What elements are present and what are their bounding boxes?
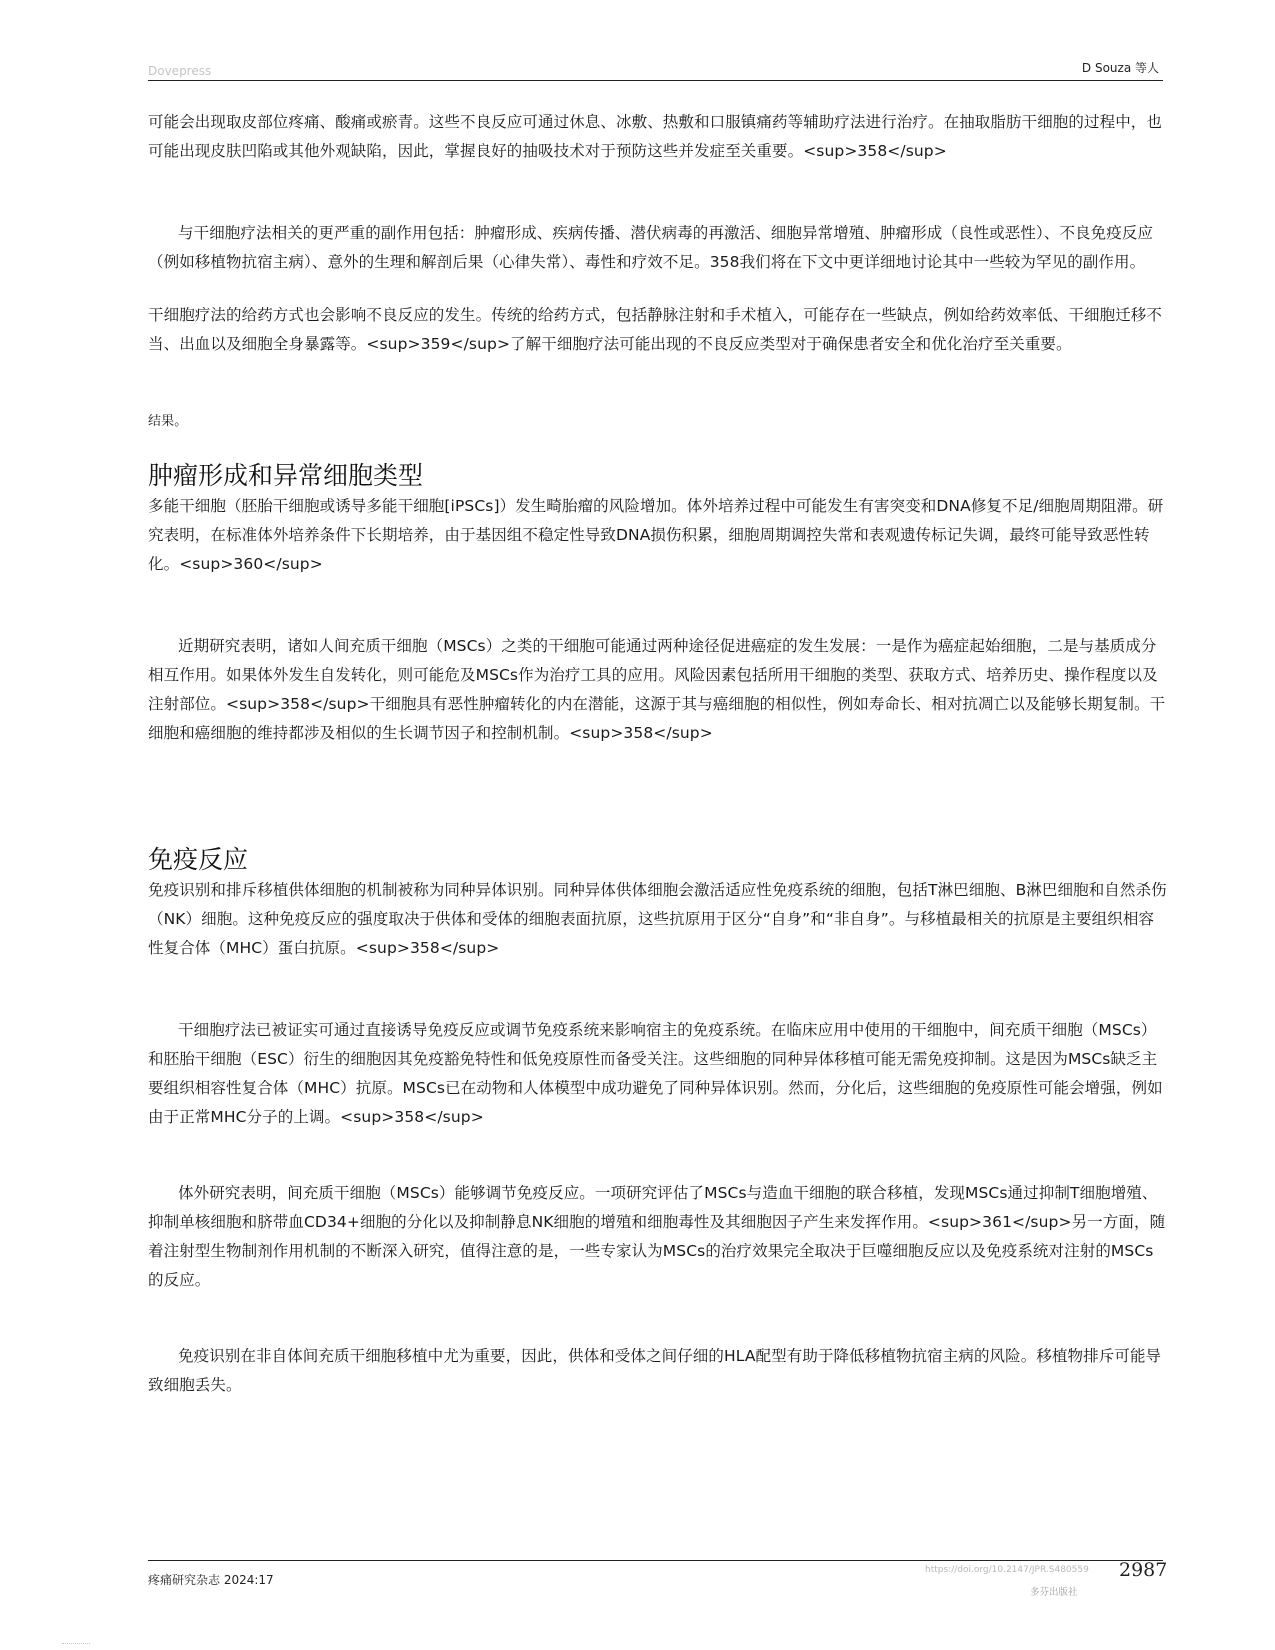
- footer-rule: [148, 1560, 1163, 1561]
- header-authors: D Souza 等人: [1081, 61, 1159, 75]
- article-body: [148, 108, 1168, 1400]
- paragraph-serious-side-effects: 与干细胞疗法相关的更严重的副作用包括：肿瘤形成、疾病传播、潜伏病毒的再激活、细胞异常增殖、肿瘤形成（良性或恶性）、不良免疫反应（例如移植物抗宿主病）、意外的生理和解剖后果（心律失常）、毒性和疗效不足。358我们将在下文中更详细地讨论其中一些较为罕见的副作用。: [148, 224, 1154, 271]
- section-heading-tumor: 肿瘤形成和异常细胞类型: [148, 461, 424, 490]
- paragraph-tumor-mscs: 近期研究表明，诸如人间充质干细胞（MSCs）之类的干细胞可能通过两种途径促进癌症的发生发展：一是作为癌症起始细胞，二是与基质成分相互作用。如果体外发生自发转化，则可能危及MSCs作为治疗工具的应用。风险因素包括所用干细胞的类型、获取方式、培养历史、操作程度以及注射部位。<sup>358</sup>干细胞具有恶性肿瘤转化的内在潜能，这源于其与癌细胞的相似性，例如寿命长、相对抗凋亡以及能够长期复制。干细胞和癌细胞的维持都涉及相似的生长调节因子和控制机制。<sup>358</sup>: [148, 637, 1166, 742]
- corner-mark: [62, 1643, 90, 1644]
- header-publisher: Dovepress: [148, 64, 212, 78]
- page-number: 2987: [1119, 1559, 1168, 1581]
- paragraph-immune-therapy: 干细胞疗法已被证实可通过直接诱导免疫反应或调节免疫系统来影响宿主的免疫系统。在临床应用中使用的干细胞中，间充质干细胞（MSCs）和胚胎干细胞（ESC）衍生的细胞因其免疫豁免特性和低免疫原性而备受关注。这些细胞的同种异体移植可能无需免疫抑制。这是因为MSCs缺乏主要组织相容性复合体（MHC）抗原。MSCs已在动物和人体模型中成功避免了同种异体识别。然而，分化后，这些细胞的免疫原性可能会增强，例如由于正常MHC分子的上调。<sup>358</sup>: [148, 1021, 1163, 1126]
- paragraph-results: 结果。: [148, 414, 188, 429]
- header-rule: [148, 80, 1163, 81]
- paragraph-delivery-methods: 干细胞疗法的给药方式也会影响不良反应的发生。传统的给药方式，包括静脉注射和手术植入，可能存在一些缺点，例如给药效率低、干细胞迁移不当、出血以及细胞全身暴露等。<sup>359</sup>了解干细胞疗法可能出现的不良反应类型对于确保患者安全和优化治疗至关重要。: [148, 306, 1163, 353]
- paragraph-immune-hla: 免疫识别在非自体间充质干细胞移植中尤为重要，因此，供体和受体之间仔细的HLA配型有助于降低移植物抗宿主病的风险。移植物排斥可能导致细胞丢失。: [148, 1347, 1162, 1394]
- paragraph-immune-in-vitro: 体外研究表明，间充质干细胞（MSCs）能够调节免疫反应。一项研究评估了MSCs与造血干细胞的联合移植，发现MSCs通过抑制T细胞增殖、抑制单核细胞和脐带血CD34+细胞的分化以及抑制静息NK细胞的增殖和细胞毒性及其细胞因子产生来发挥作用。<sup>361</sup>另一方面，随着注射型生物制剂作用机制的不断深入研究，值得注意的是，一些专家认为MSCs的治疗效果完全取决于巨噬细胞反应以及免疫系统对注射的MSCs的反应。: [148, 1184, 1166, 1289]
- paragraph-tumor-pluripotent: 多能干细胞（胚胎干细胞或诱导多能干细胞[iPSCs]）发生畸胎瘤的风险增加。体外培养过程中可能发生有害突变和DNA修复不足/细胞周期阻滞。研究表明，在标准体外培养条件下长期培养，由于基因组不稳定性导致DNA损伤积累，细胞周期调控失常和表观遗传标记失调，最终可能导致恶性转化。<sup>360</sup>: [148, 497, 1164, 573]
- footer-journal: 疼痛研究杂志 2024:17: [148, 1573, 274, 1587]
- section-heading-immune: 免疫反应: [148, 845, 249, 874]
- footer-doi-link[interactable]: https://doi.org/10.2147/JPR.S480559: [925, 1565, 1089, 1575]
- paragraph-adverse-local: 可能会出现取皮部位疼痛、酸痛或瘀青。这些不良反应可通过休息、冰敷、热敷和口服镇痛药等辅助疗法进行治疗。在抽取脂肪干细胞的过程中，也可能出现皮肤凹陷或其他外观缺陷，因此，掌握良好的抽吸技术对于预防这些并发症至关重要。<sup>358</sup>: [148, 113, 1163, 160]
- footer-publisher: 多芬出版社: [1030, 1587, 1078, 1598]
- paragraph-immune-allorecognition: 免疫识别和排斥移植供体细胞的机制被称为同种异体识别。同种异体供体细胞会激活适应性免疫系统的细胞，包括T淋巴细胞、B淋巴细胞和自然杀伤（NK）细胞。这种免疫反应的强度取决于供体和受体的细胞表面抗原，这些抗原用于区分“自身”和“非自身”。与移植最相关的抗原是主要组织相容性复合体（MHC）蛋白抗原。<sup>358</sup>: [148, 881, 1167, 957]
